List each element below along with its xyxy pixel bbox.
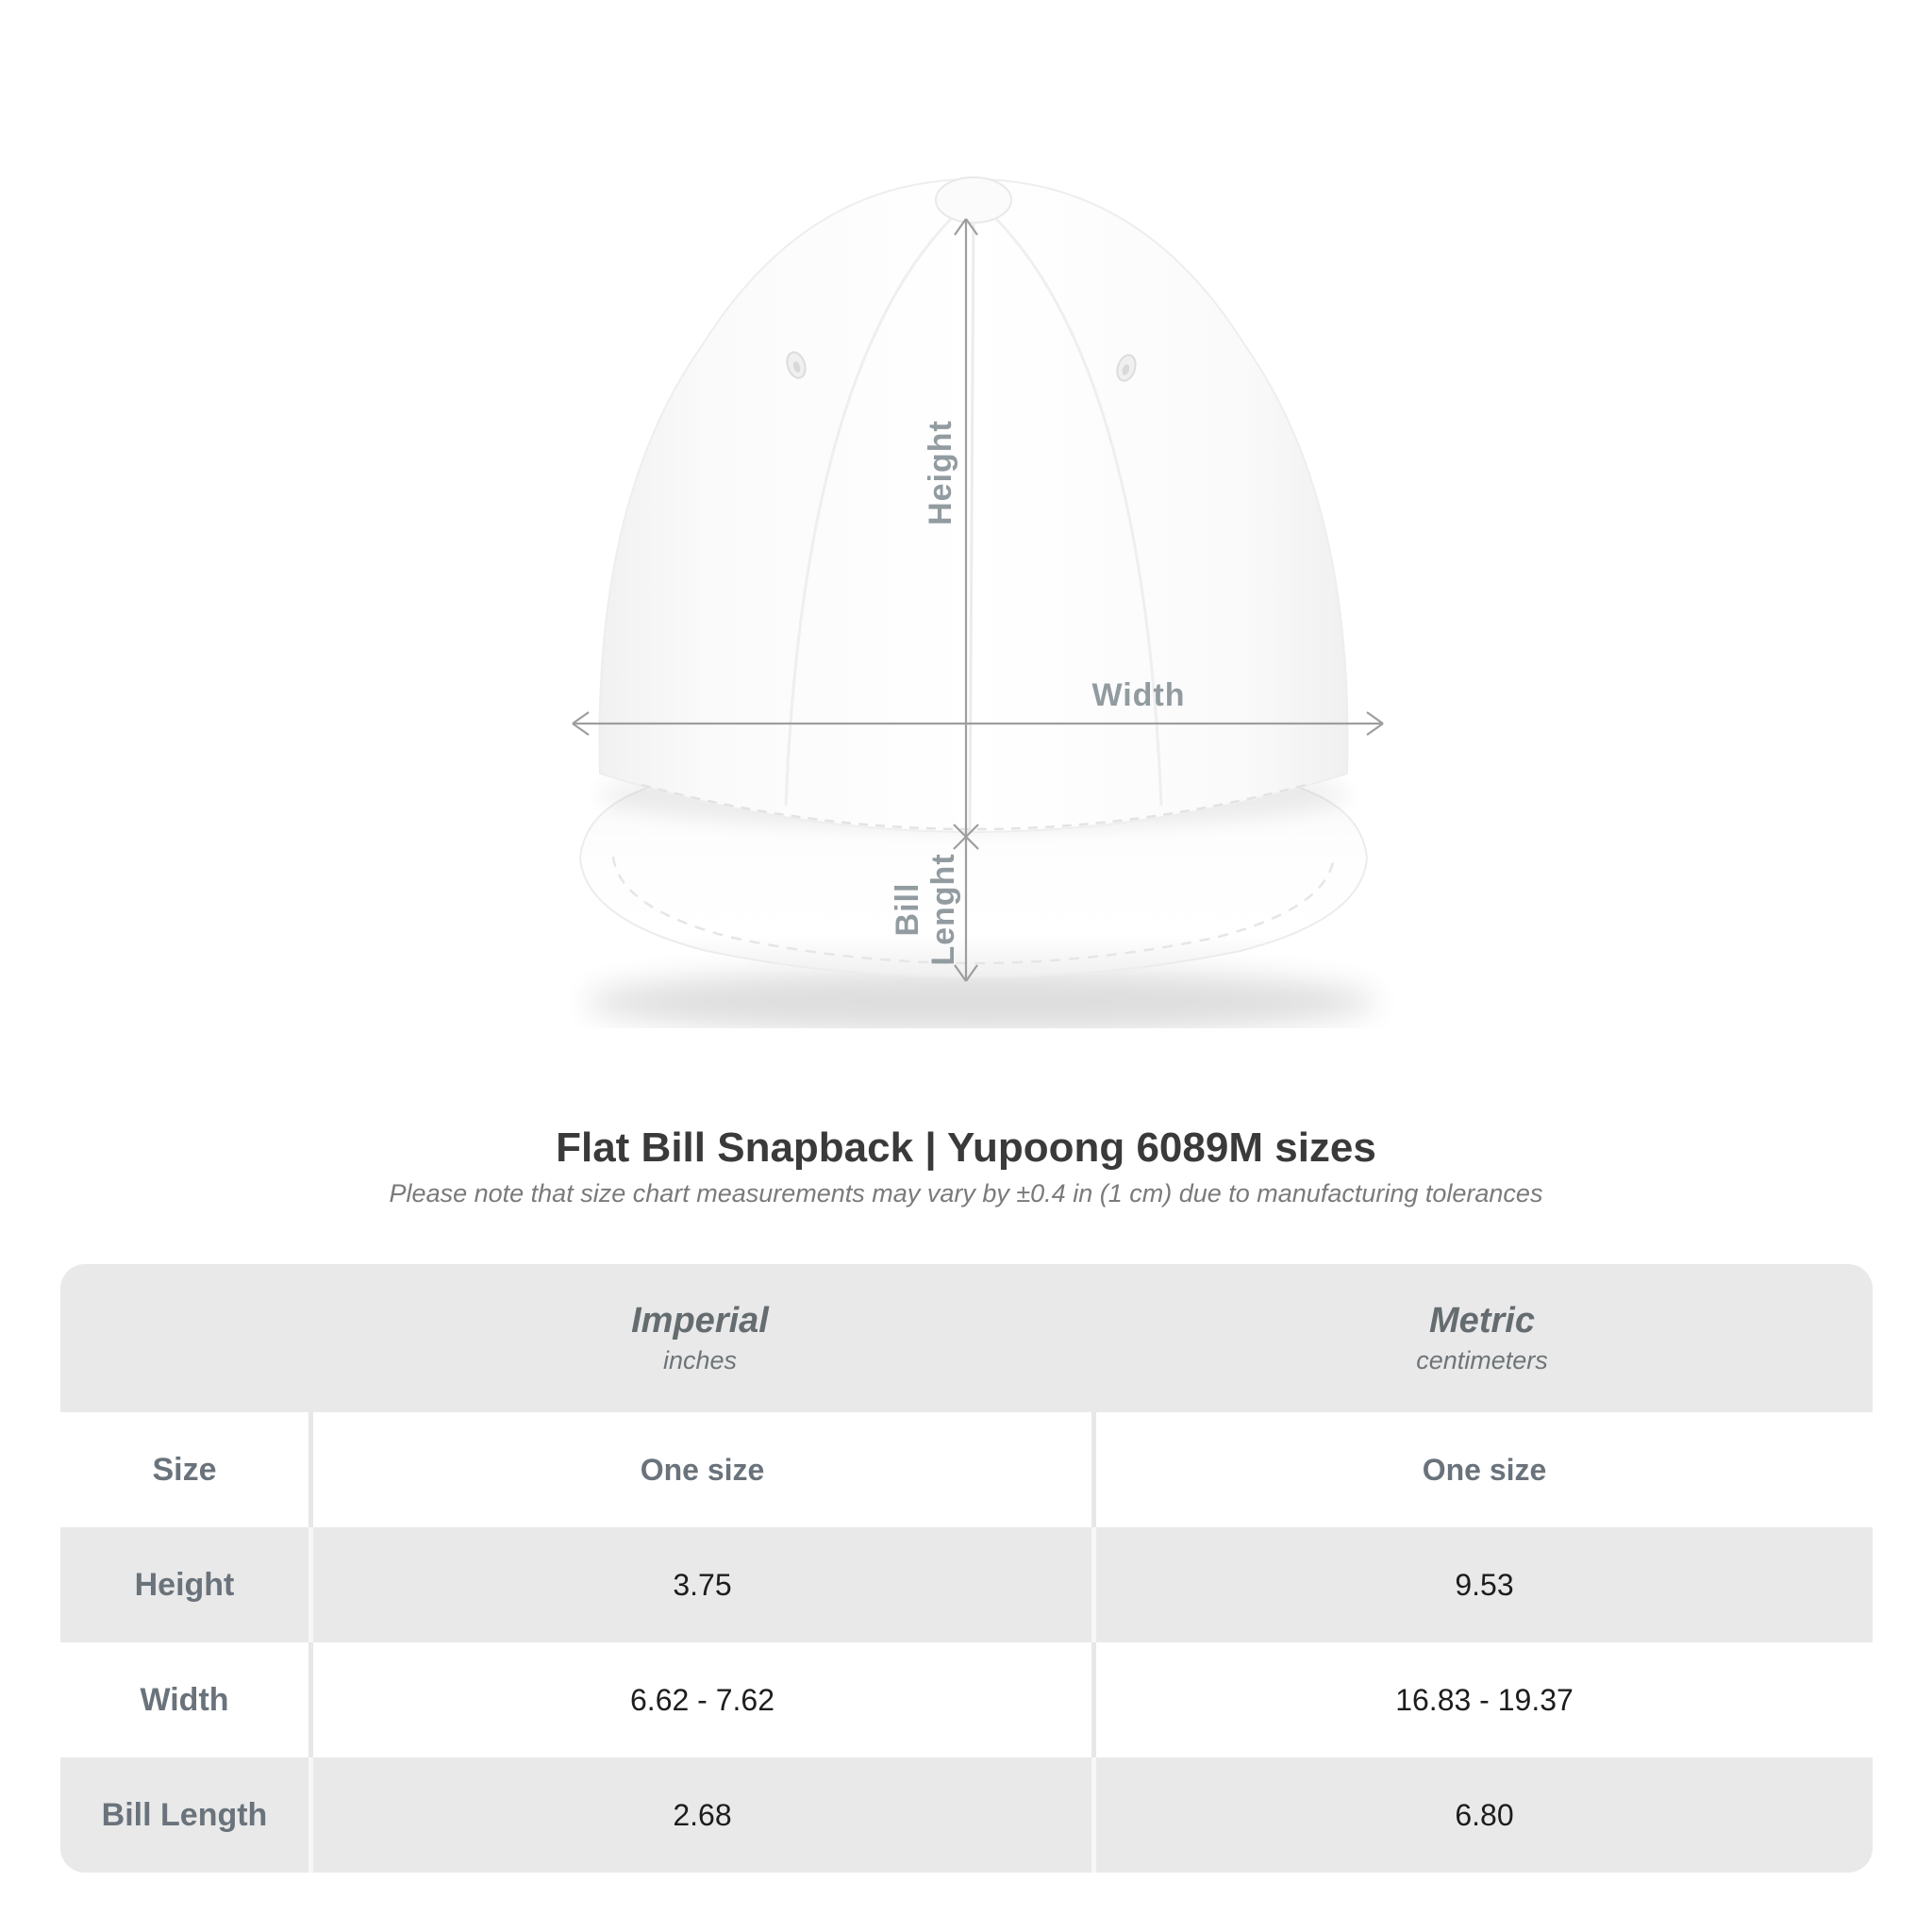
metric-value: One size [1422,1452,1547,1487]
page-title: Flat Bill Snapback | Yupoong 6089M sizes [556,1124,1376,1171]
table-header-row [60,1264,1873,1412]
imperial-value: 6.62 - 7.62 [630,1682,774,1717]
row-label-cell [60,1642,308,1757]
snapback-hat-diagram [509,123,1434,1028]
width-label: Width [1091,677,1186,713]
metric-value: 16.83 - 19.37 [1395,1682,1574,1717]
metric-header-unit: centimeters [1416,1345,1548,1374]
table-row-height [60,1527,1873,1642]
row-label: Width [140,1681,229,1718]
imperial-value: 2.68 [673,1797,732,1832]
row-label: Height [134,1566,235,1603]
size-table [60,1264,1873,1873]
row-label-cell [60,1412,308,1527]
row-label-cell [60,1757,308,1873]
page-subtitle: Please note that size chart measurements may vary by ±0.4 in (1 cm) due to manufacturing tolerances [389,1179,1543,1208]
metric-header-title: Metric [1429,1301,1535,1341]
row-label: Size [152,1451,217,1488]
metric-value: 9.53 [1455,1567,1514,1602]
imperial-value-cell [308,1412,1091,1527]
bill-length-label-line1: Bill [890,882,925,937]
hat-floor-shadow [585,970,1377,1028]
row-label-cell [60,1527,308,1642]
imperial-header-unit: inches [662,1345,738,1374]
metric-value-cell [1091,1527,1873,1642]
hat-button [936,177,1011,223]
hat-crown [599,177,1347,832]
metric-value-cell [1091,1642,1873,1757]
imperial-header-title: Imperial [631,1301,769,1341]
imperial-value-cell [308,1642,1091,1757]
imperial-value-cell [308,1757,1091,1873]
metric-value: 6.80 [1455,1797,1514,1832]
table-row-width [60,1642,1873,1757]
table-header-imperial [308,1301,1091,1375]
row-label: Bill Length [101,1796,268,1833]
height-label: Height [923,420,958,525]
imperial-value: 3.75 [673,1567,732,1602]
imperial-value: One size [640,1452,765,1487]
table-row-size [60,1412,1873,1527]
metric-value-cell [1091,1412,1873,1527]
bill-length-label-line2: Lenght [925,853,961,966]
imperial-value-cell [308,1527,1091,1642]
metric-value-cell [1091,1757,1873,1873]
table-header-metric [1091,1301,1873,1375]
table-row-bill-length [60,1757,1873,1873]
